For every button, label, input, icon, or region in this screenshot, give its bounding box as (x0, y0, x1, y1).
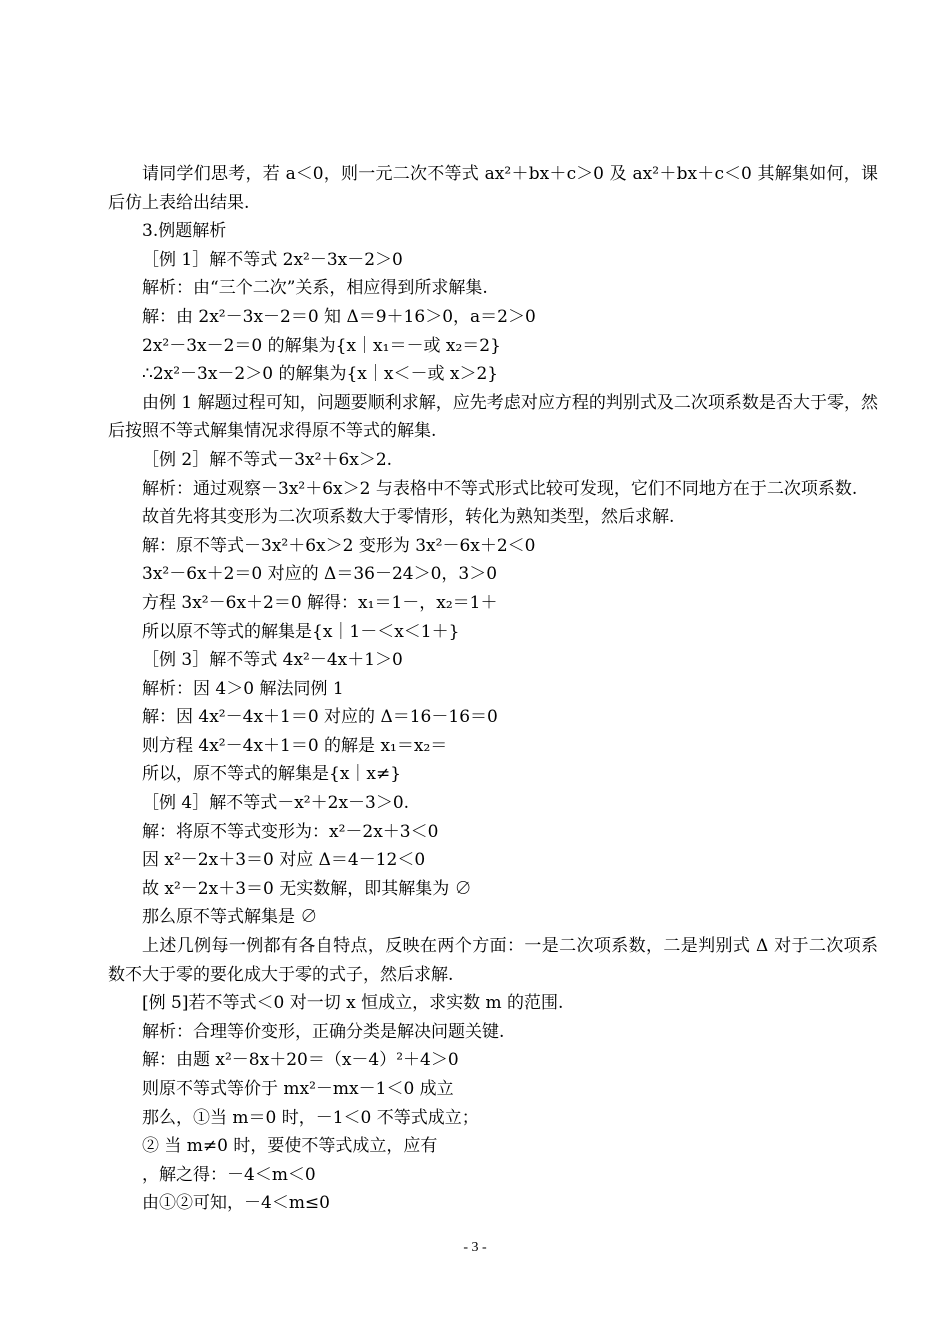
text-line: 解：由 2x²－3x－2＝0 知 Δ＝9＋16＞0，a＝2＞0 (142, 306, 536, 327)
text-line: ，解之得：－4＜m＜0 (142, 1164, 316, 1185)
page-number: - 3 - (463, 1240, 487, 1255)
text-line: ［例 1］解不等式 2x²－3x－2＞0 (142, 249, 403, 270)
text-line: 故 x²－2x＋3＝0 无实数解，即其解集为 ∅ (142, 878, 472, 899)
text-line: 解：将原不等式变形为：x²－2x＋3＜0 (142, 821, 439, 842)
text-line: [例 5]若不等式＜0 对一切 x 恒成立，求实数 m 的范围. (142, 993, 564, 1014)
text-line: 解析：合理等价变形，正确分类是解决问题关键. (142, 1021, 505, 1042)
text-line: ［例 4］解不等式－x²＋2x－3＞0. (142, 793, 410, 814)
text-line: 故首先将其变形为二次项系数大于零情形，转化为熟知类型，然后求解. (142, 507, 675, 528)
text-line: 由①②可知，－4＜m≤0 (142, 1193, 330, 1214)
text-line: 解析：由“三个二次”关系，相应得到所求解集. (142, 278, 488, 299)
text-line: 3x²－6x＋2＝0 对应的 Δ＝36－24＞0，3＞0 (142, 564, 498, 585)
text-line: 所以，原不等式的解集是{x｜x≠} (142, 764, 402, 785)
text-line: 解析：通过观察－3x²＋6x＞2 与表格中不等式形式比较可发现，它们不同地方在于二次项系数. (142, 478, 858, 499)
text-line: ② 当 m≠0 时，要使不等式成立，应有 (142, 1136, 438, 1157)
text-line: ∴2x²－3x－2＞0 的解集为{x｜x＜－或 x＞2} (142, 364, 499, 385)
text-line: 那么原不等式解集是 ∅ (142, 907, 318, 928)
text-line: ［例 2］解不等式－3x²＋6x＞2. (142, 449, 393, 470)
text-line: 请同学们思考，若 a＜0，则一元二次不等式 ax²＋bx＋c＞0 及 ax²＋bx＋c＜0 其解集如何，课后仿上表给出结果. (108, 164, 878, 213)
text-line: 3.例题解析 (142, 221, 227, 242)
text-line: 解：由题 x²－8x＋20＝（x－4）²＋4＞0 (142, 1050, 459, 1071)
page-body (108, 160, 878, 1218)
text-line: 由例 1 解题过程可知，问题要顺利求解，应先考虑对应方程的判别式及二次项系数是否大于零，然后按照不等式解集情况求得原不等式的解集. (108, 392, 878, 442)
text-line: ［例 3］解不等式 4x²－4x＋1＞0 (142, 650, 403, 671)
text-line: 则原不等式等价于 mx²－mx－1＜0 成立 (142, 1079, 454, 1099)
text-line: 上述几例每一例都有各自特点，反映在两个方面：一是二次项系数，二是判别式 Δ 对于二次项系数不大于零的要化成大于零的式子，然后求解. (108, 936, 878, 985)
text-line: 解：原不等式－3x²＋6x＞2 变形为 3x²－6x＋2＜0 (142, 535, 536, 556)
text-line: 解析：因 4＞0 解法同例 1 (142, 678, 344, 699)
text-line: 所以原不等式的解集是{x｜1－＜x＜1＋} (142, 621, 460, 642)
text-line: 解：因 4x²－4x＋1＝0 对应的 Δ＝16－16＝0 (142, 707, 498, 728)
text-line: 那么，①当 m＝0 时，－1＜0 不等式成立； (142, 1107, 479, 1128)
text-line: 2x²－3x－2＝0 的解集为{x｜x₁＝－或 x₂＝2} (142, 335, 501, 356)
text-line: 方程 3x²－6x＋2＝0 解得：x₁＝1－，x₂＝1＋ (142, 592, 498, 613)
text-line: 则方程 4x²－4x＋1＝0 的解是 x₁＝x₂＝ (142, 735, 448, 756)
text-line: 因 x²－2x＋3＝0 对应 Δ＝4－12＜0 (142, 850, 426, 871)
